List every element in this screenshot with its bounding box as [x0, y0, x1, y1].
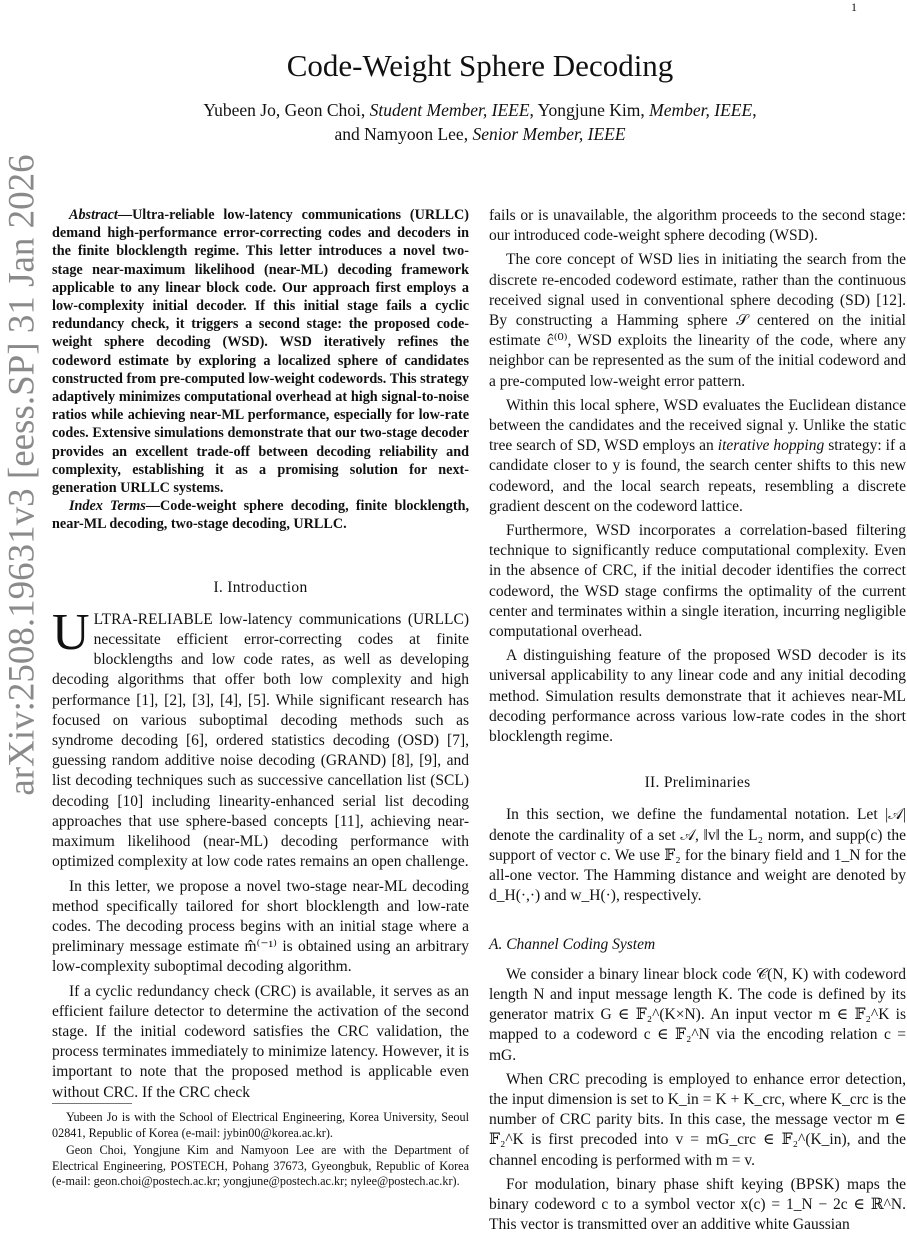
abstract-label: Abstract [69, 207, 118, 223]
prelim-paragraph-4: For modulation, binary phase shift keying (BPSK) maps the binary codeword c to a symbol vector x(c) = 1_N − 2c ∈ ℝ^N. This vector is transmitted over an additive white Gaussian [489, 1175, 906, 1234]
prelim-paragraph-1: In this section, we define the fundamental notation. Let |𝒜| denote the cardinality of a set 𝒜, ‖v‖ the L₂ norm, and supp(c) the support of vector c. We use 𝔽₂ for the binary field and 1_N for the all-one vector. The Hamming distance and weight are denoted by d_H(·,·) and w_H(·), respectively. [489, 806, 906, 905]
abstract [52, 206, 469, 497]
intro-paragraph-2: In this letter, we propose a novel two-stage near-ML decoding method specifically tailored for short blocklength and low-rate codes. The decoding process begins with an initial stage where a preliminary message estimate m̂⁽⁻¹⁾ is obtained using an arbitrary low-complexity suboptimal decoding algorithm. [52, 877, 469, 976]
arxiv-sidebar [0, 0, 44, 1200]
author-list [140, 98, 820, 146]
paper-title: Code-Weight Sphere Decoding [286, 48, 674, 83]
author-sep: , [752, 100, 757, 120]
author-names-1: Yubeen Jo, Geon Choi, [203, 100, 370, 120]
author-line-1 [140, 98, 820, 122]
author-line-2 [140, 122, 820, 146]
footnotes [52, 1110, 469, 1192]
page-number: 1 [851, 0, 857, 14]
right-paragraph-2: The core concept of WSD lies in initiating the search from the discrete re-encoded codeword estimate, rather than the continuous received signal used in conventional sphere decoding (SD) [12]. By constructing a Hamming sphere 𝒮 centered on the initial estimate ĉ⁽⁰⁾, WSD exploits the linearity of the code, where any neighbor can be represented as the sum of the initial codeword and a pre-computed low-weight error pattern. [489, 251, 906, 390]
right-column [489, 206, 906, 1235]
author-names-2: , Yongjune Kim, [529, 100, 650, 120]
section-heading-introduction: I. Introduction [213, 578, 308, 596]
intro-paragraph-1 [52, 603, 469, 873]
right-paragraph-1: fails or is unavailable, the algorithm proceeds to the second stage: our introduced code-weight sphere decoding (WSD). [489, 207, 906, 245]
index-terms-text: —Code-weight sphere decoding, finite blocklength, near-ML decoding, two-stage decoding, URLLC. [52, 498, 470, 533]
prelim-paragraph-2: We consider a binary linear block code 𝒞(N, K) with codeword length N and input message length K. The code is defined by its generator matrix G ∈ 𝔽₂^(K×N). An input vector m ∈ 𝔽₂^K is mapped to a codeword c ∈ 𝔽₂^N via the encoding relation c = mG. [489, 965, 906, 1064]
left-column [52, 206, 469, 1103]
footnote-2: Geon Choi, Yongjune Kim and Namyoon Lee are with the Department of Electrical Engineering, POSTECH, Pohang 37673, Gyeongbuk, Republic of Korea (e-mail: geon.choi@postech.ac.kr; yongjune@postech.ac.kr; nylee@postech.ac.kr). [52, 1143, 469, 1188]
footnote-rule [52, 1103, 132, 1104]
index-terms [52, 497, 469, 533]
right-paragraph-3 [489, 396, 906, 517]
section-heading-preliminaries: II. Preliminaries [644, 774, 751, 792]
right-paragraph-5: A distinguishing feature of the proposed WSD decoder is its universal applicability to any linear code and any initial decoding method. Simulation results demonstrate that it achieves near-ML decoding performance across various low-rate codes in the short blocklength regime. [489, 647, 906, 746]
prelim-paragraph-3: When CRC precoding is employed to enhance error detection, the input dimension is set to K_in = K + K_crc, where K_crc is the number of CRC parity bits. In this case, the message vector m ∈ 𝔽₂^K is first precoded into v = mG_crc ∈ 𝔽₂^(K_in), and the channel encoding is performed with m = v. [489, 1070, 906, 1169]
subsection-heading-channel-coding: A. Channel Coding System [489, 935, 656, 953]
footnote-1: Yubeen Jo is with the School of Electrical Engineering, Korea University, Seoul 02841, Republic of Korea (e-mail: jybin00@korea.ac.kr). [52, 1110, 469, 1140]
abstract-text: —Ultra-reliable low-latency communications (URLLC) demand high-performance error-correcting codes and decoders in the finite blocklength regime. This letter introduces a novel two-stage near-maximum likelihood (near-ML) decoding framework applicable to any linear block code. Our approach first employs a low-complexity initial decoder. If this initial stage fails a cyclic redundancy check, it triggers a second stage: the proposed code-weight sphere decoding (WSD). WSD iteratively refines the codeword estimate by exploring a localized sphere of candidates constructed from pre-computed low-weight codewords. This strategy adaptively minimizes computational overhead at high signal-to-noise ratios while achieving near-ML performance, especially for low-rate codes. Extensive simulations demonstrate that our two-stage decoder provides an excellent trade-off between decoding reliability and complexity, establishing it as a promising solution for next-generation URLLC systems. [52, 207, 469, 497]
author-title-1: Student Member, IEEE [369, 100, 530, 120]
drop-cap: U [52, 603, 90, 661]
index-terms-label: Index Terms [69, 498, 146, 515]
arxiv-identifier: arXiv:2508.19631v3 [eess.SP] 31 Jan 2026 [1, 154, 43, 796]
p3-text-c: strategy: if a candidate closer to y is found, the search center shifts to this new codeword, and the local search repeats, resembling a discrete gradient descent on the codeword lattice. [489, 437, 906, 515]
p3-text-a: Within this local sphere, WSD evaluates the Euclidean distance between the candidates and the received signal y. Unlike the static tree search of SD, WSD employs an [489, 396, 906, 455]
author-names-3: and Namyoon Lee, [334, 124, 473, 144]
intro-paragraph-3: If a cyclic redundancy check (CRC) is available, it serves as an efficient failure detector to determine the activation of the second stage. If the initial codeword satisfies the CRC validation, the process terminates immediately to minimize latency. However, it is important to note that the proposed method is applicable even without CRC. If the CRC check [52, 982, 469, 1101]
p3-emphasis: iterative hopping [717, 437, 825, 455]
intro-text-1: LTRA-RELIABLE low-latency communications (URLLC) necessitate efficient error-correcting codes at finite blocklengths and low code rates, as well as developing decoding algorithms that offer both low complexity and high performance [1], [2], [3], [4], [5]. While significant research has focused on various suboptimal decoding methods such as syndrome decoding [6], ordered statistics decoding (OSD) [7], guessing random additive noise decoding (GRAND) [8], [9], and list decoding techniques such as successive cancellation list (SCL) decoding [10] including linearity-enhanced serial list decoding approaches that use sphere-based concepts [11], achieving near-maximum likelihood (near-ML) decoding performance with optimized complexity at low code rates remains an open challenge. [52, 610, 469, 871]
author-title-2: Member, IEEE [649, 100, 753, 120]
author-title-3: Senior Member, IEEE [472, 124, 626, 144]
right-paragraph-4: Furthermore, WSD incorporates a correlation-based filtering technique to significantly reduce computational complexity. Even in the absence of CRC, if the initial decoder identifies the correct codeword, the WSD stage confirms the optimality of the current center and terminates within a single iteration, incurring negligible computational overhead. [489, 522, 906, 641]
